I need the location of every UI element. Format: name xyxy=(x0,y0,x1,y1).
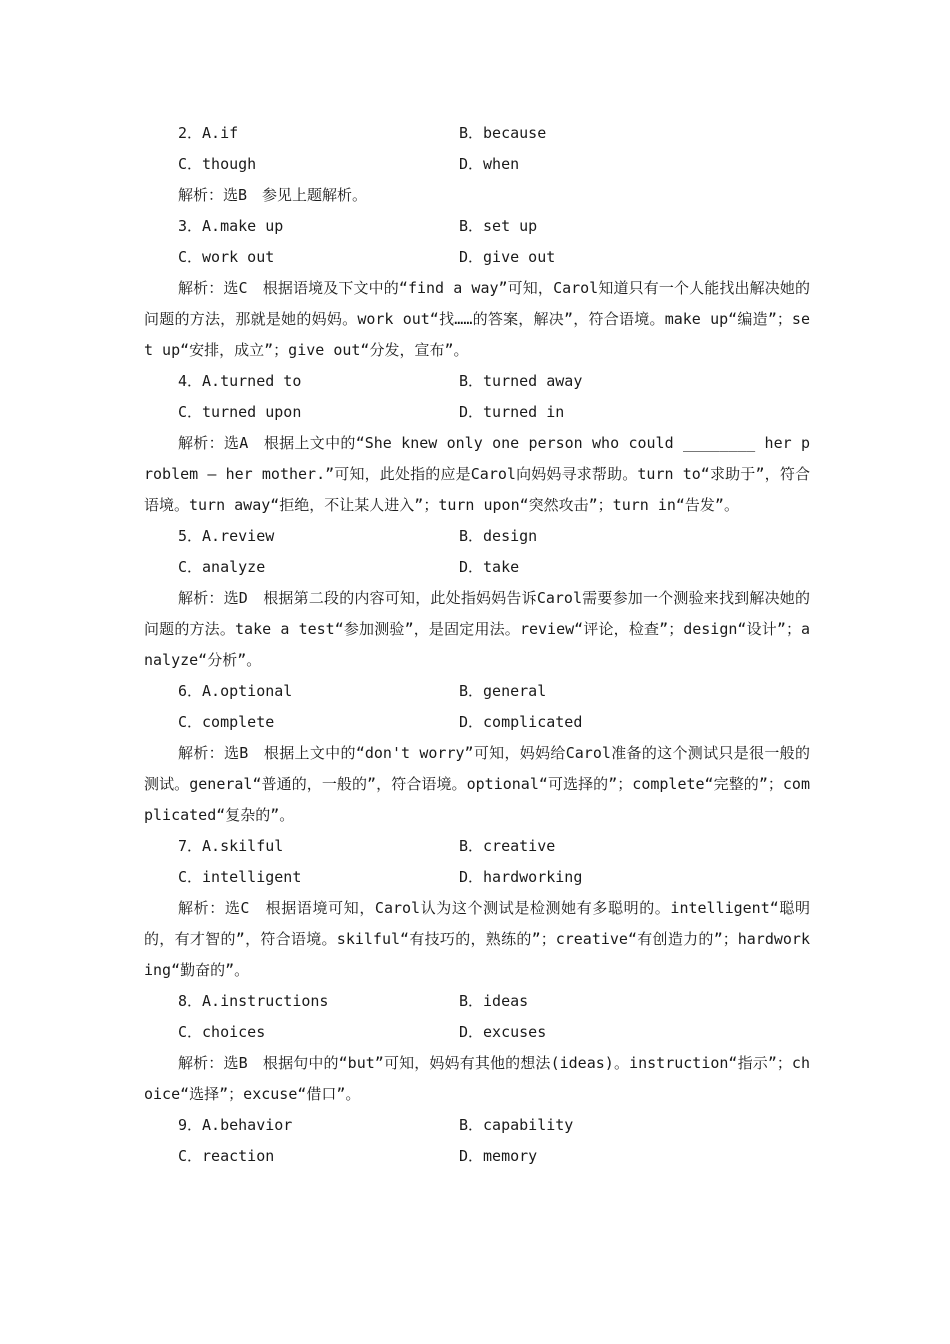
explanation: 解析：选A 根据上文中的“She knew only one person who could ________ her problem — her mother.”可知，此处指的应是Carol向妈妈寻求帮助。turn to“求助于”，符合语境。turn away“拒绝，不让某人进入”；turn upon“突然攻击”；turn in“告发”。 xyxy=(144,434,810,514)
option-a: 5．A.review xyxy=(178,527,275,545)
option-d: D．turned in xyxy=(459,403,565,421)
option-a: 7．A.skilful xyxy=(178,837,284,855)
option-row xyxy=(144,366,810,397)
option-b: B．design xyxy=(459,527,538,545)
option-row xyxy=(144,397,810,428)
explanation: 解析：选C 根据语境可知，Carol认为这个测试是检测她有多聪明的。intelligent“聪明的，有才智的”，符合语境。skilful“有技巧的，熟练的”；creative“有创造力的”；hardworking“勤奋的”。 xyxy=(144,899,810,979)
explanation: 解析：选B 参见上题解析。 xyxy=(178,186,368,204)
option-row xyxy=(144,149,810,180)
option-b: B．ideas xyxy=(459,992,529,1010)
option-a: 3．A.make up xyxy=(178,217,284,235)
option-d: D．take xyxy=(459,558,520,576)
option-row xyxy=(144,552,810,583)
option-c: C．reaction xyxy=(178,1147,275,1165)
option-a: 6．A.optional xyxy=(178,682,293,700)
option-d: D．hardworking xyxy=(459,868,583,886)
option-b: B．turned away xyxy=(459,372,583,390)
option-a: 2．A.if xyxy=(178,124,239,142)
explanation: 解析：选B 根据上文中的“don't worry”可知，妈妈给Carol准备的这个测试只是很一般的测试。general“普通的，一般的”，符合语境。optional“可选择的”；complete“完整的”；complicated“复杂的”。 xyxy=(144,744,810,824)
option-row xyxy=(144,211,810,242)
option-c: C．work out xyxy=(178,248,275,266)
option-b: B．capability xyxy=(459,1116,574,1134)
option-a: 9．A.behavior xyxy=(178,1116,293,1134)
explanation: 解析：选B 根据句中的“but”可知，妈妈有其他的想法(ideas)。instruction“指示”；choice“选择”；excuse“借口”。 xyxy=(144,1054,810,1103)
option-row xyxy=(144,118,810,149)
option-row xyxy=(144,1017,810,1048)
option-c: C．choices xyxy=(178,1023,266,1041)
option-a: 8．A.instructions xyxy=(178,992,329,1010)
option-row xyxy=(144,986,810,1017)
option-row xyxy=(144,1141,810,1172)
option-c: C．though xyxy=(178,155,257,173)
option-d: D．when xyxy=(459,155,520,173)
option-c: C．complete xyxy=(178,713,275,731)
document-page xyxy=(144,118,810,1172)
option-row xyxy=(144,707,810,738)
option-d: D．give out xyxy=(459,248,556,266)
option-row xyxy=(144,1110,810,1141)
option-d: D．excuses xyxy=(459,1023,547,1041)
option-row xyxy=(144,521,810,552)
option-c: C．intelligent xyxy=(178,868,302,886)
explanation: 解析：选C 根据语境及下文中的“find a way”可知，Carol知道只有一个人能找出解决她的问题的方法，那就是她的妈妈。work out“找……的答案，解决”，符合语境。make up“编造”；set up“安排，成立”；give out“分发，宣布”。 xyxy=(144,279,810,359)
explanation: 解析：选D 根据第二段的内容可知，此处指妈妈告诉Carol需要参加一个测验来找到解决她的问题的方法。take a test“参加测验”，是固定用法。review“评论，检查”；design“设计”；analyze“分析”。 xyxy=(144,589,810,669)
option-row xyxy=(144,831,810,862)
option-b: B．creative xyxy=(459,837,556,855)
option-c: C．analyze xyxy=(178,558,266,576)
option-row xyxy=(144,676,810,707)
option-d: D．complicated xyxy=(459,713,583,731)
option-b: B．set up xyxy=(459,217,538,235)
option-d: D．memory xyxy=(459,1147,538,1165)
option-c: C．turned upon xyxy=(178,403,302,421)
option-a: 4．A.turned to xyxy=(178,372,302,390)
option-b: B．because xyxy=(459,124,547,142)
option-row xyxy=(144,862,810,893)
option-b: B．general xyxy=(459,682,547,700)
option-row xyxy=(144,242,810,273)
